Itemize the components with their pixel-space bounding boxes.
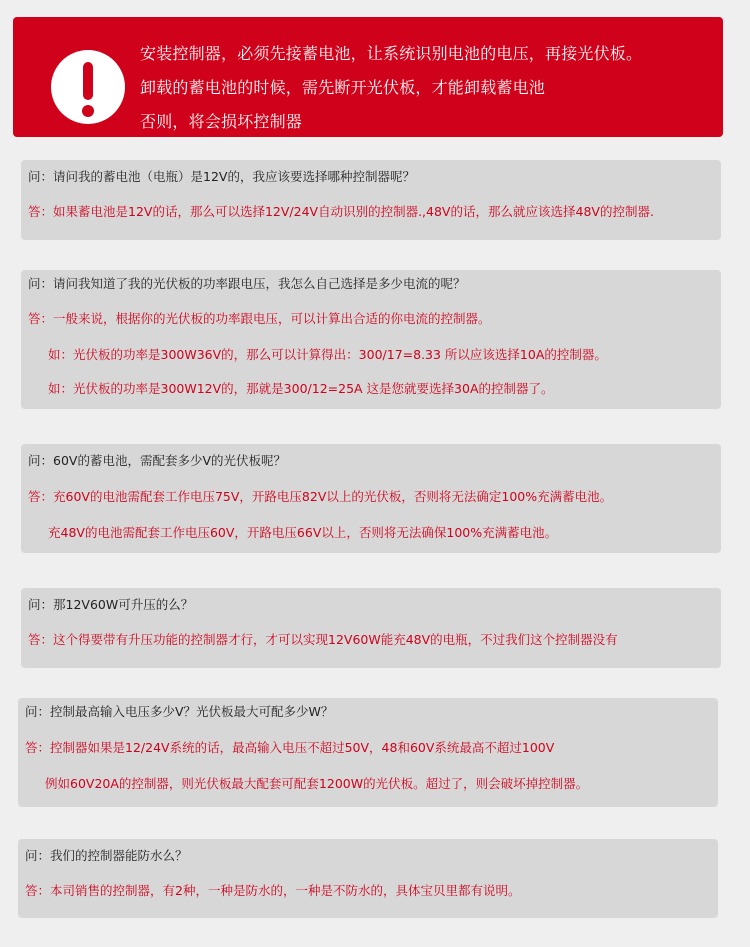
faq-answer-example: 如：光伏板的功率是300W36V的，那么可以计算得出：300/17=8.33 所以应该选择10A的控制器。 bbox=[48, 347, 607, 362]
faq-card-6 bbox=[18, 839, 718, 918]
faq-card-1 bbox=[21, 160, 721, 240]
warning-line-2: 卸载的蓄电池的时候，需先断开光伏板，才能卸载蓄电池 bbox=[140, 78, 546, 97]
faq-question: 问：那12V60W可升压的么？ bbox=[28, 597, 194, 612]
faq-answer: 答：控制器如果是12/24V系统的话，最高输入电压不超过50V，48和60V系统最高不超过100V bbox=[25, 740, 555, 755]
faq-card-2 bbox=[21, 270, 721, 409]
faq-question: 问：60V的蓄电池，需配套多少V的光伏板呢？ bbox=[28, 453, 287, 468]
faq-question: 问：控制最高输入电压多少V？光伏板最大可配多少W？ bbox=[25, 704, 334, 719]
faq-question: 问：请问我知道了我的光伏板的功率跟电压，我怎么自己选择是多少电流的呢？ bbox=[28, 276, 466, 291]
exclamation-bar bbox=[83, 62, 93, 100]
faq-card-5 bbox=[18, 698, 718, 807]
faq-question: 问：我们的控制器能防水么？ bbox=[25, 848, 188, 863]
faq-answer: 答：如果蓄电池是12V的话，那么可以选择12V/24V自动识别的控制器.,48V的话，那么就应该选择48V的控制器. bbox=[28, 204, 654, 219]
faq-card-3 bbox=[21, 444, 721, 553]
warning-banner bbox=[13, 17, 723, 137]
faq-answer-example: 如：光伏板的功率是300W12V的，那就是300/12=25A 这是您就要选择30A的控制器了。 bbox=[48, 381, 554, 396]
faq-card-4 bbox=[21, 588, 721, 668]
faq-answer: 答：这个得要带有升压功能的控制器才行，才可以实现12V60W能充48V的电瓶，不过我们这个控制器没有 bbox=[28, 632, 618, 647]
warning-line-1: 安装控制器，必须先接蓄电池，让系统识别电池的电压，再接光伏板。 bbox=[140, 44, 643, 63]
warning-line-3: 否则，将会损坏控制器 bbox=[140, 112, 303, 131]
exclamation-dot bbox=[82, 105, 94, 117]
faq-answer-continued: 例如60V20A的控制器，则光伏板最大配套可配套1200W的光伏板。超过了，则会破坏掉控制器。 bbox=[45, 776, 589, 791]
faq-answer: 答：本司销售的控制器，有2种，一种是防水的，一种是不防水的，具体宝贝里都有说明。 bbox=[25, 883, 521, 898]
faq-question: 问：请问我的蓄电池（电瓶）是12V的，我应该要选择哪种控制器呢？ bbox=[28, 169, 415, 184]
faq-answer: 答：一般来说，根据你的光伏板的功率跟电压，可以计算出合适的你电流的控制器。 bbox=[28, 311, 491, 326]
faq-answer-continued: 充48V的电池需配套工作电压60V，开路电压66V以上，否则将无法确保100%充满蓄电池。 bbox=[48, 525, 558, 540]
faq-answer: 答：充60V的电池需配套工作电压75V，开路电压82V以上的光伏板，否则将无法确定100%充满蓄电池。 bbox=[28, 489, 613, 504]
warning-text bbox=[140, 37, 642, 139]
exclamation-icon bbox=[51, 50, 125, 124]
